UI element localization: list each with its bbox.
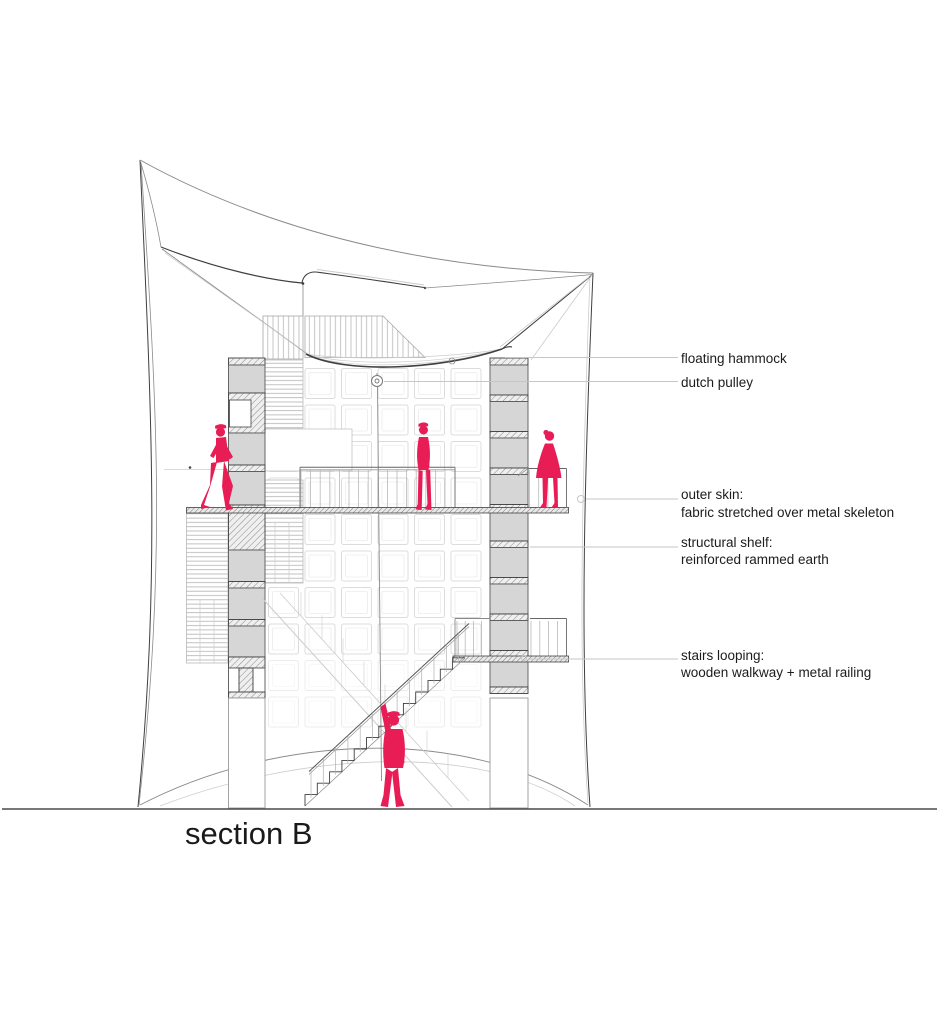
drawing-title: section B xyxy=(185,816,313,851)
annotation-floating-hammock-label: floating hammock xyxy=(681,351,787,366)
annotation-structural-shelf xyxy=(681,534,829,569)
annotation-structural-shelf-desc: reinforced rammed earth xyxy=(681,552,829,567)
annotation-dutch-pulley xyxy=(681,374,753,392)
right-structural-shelf-column xyxy=(490,358,528,808)
figure-standing-person xyxy=(416,422,432,510)
annotation-stairs-looping-desc: wooden walkway + metal railing xyxy=(681,665,872,680)
annotation-structural-shelf-title: structural shelf: xyxy=(681,534,773,550)
annotation-outer-skin-desc: fabric stretched over metal skeleton xyxy=(681,504,895,520)
annotation-floating-hammock xyxy=(681,350,787,368)
dutch-pulley xyxy=(372,373,383,387)
figure-person-reaching-rope xyxy=(381,704,405,808)
annotation-outer-skin xyxy=(681,486,894,521)
annotation-outer-skin-title: outer skin: xyxy=(681,487,744,502)
annotation-stairs-looping-title: stairs looping: xyxy=(681,647,765,663)
left-structural-shelf-column xyxy=(229,358,266,808)
annotation-dutch-pulley-label: dutch pulley xyxy=(681,374,754,390)
annotation-stairs-looping xyxy=(681,647,871,682)
figure-person-in-dress xyxy=(536,430,562,508)
